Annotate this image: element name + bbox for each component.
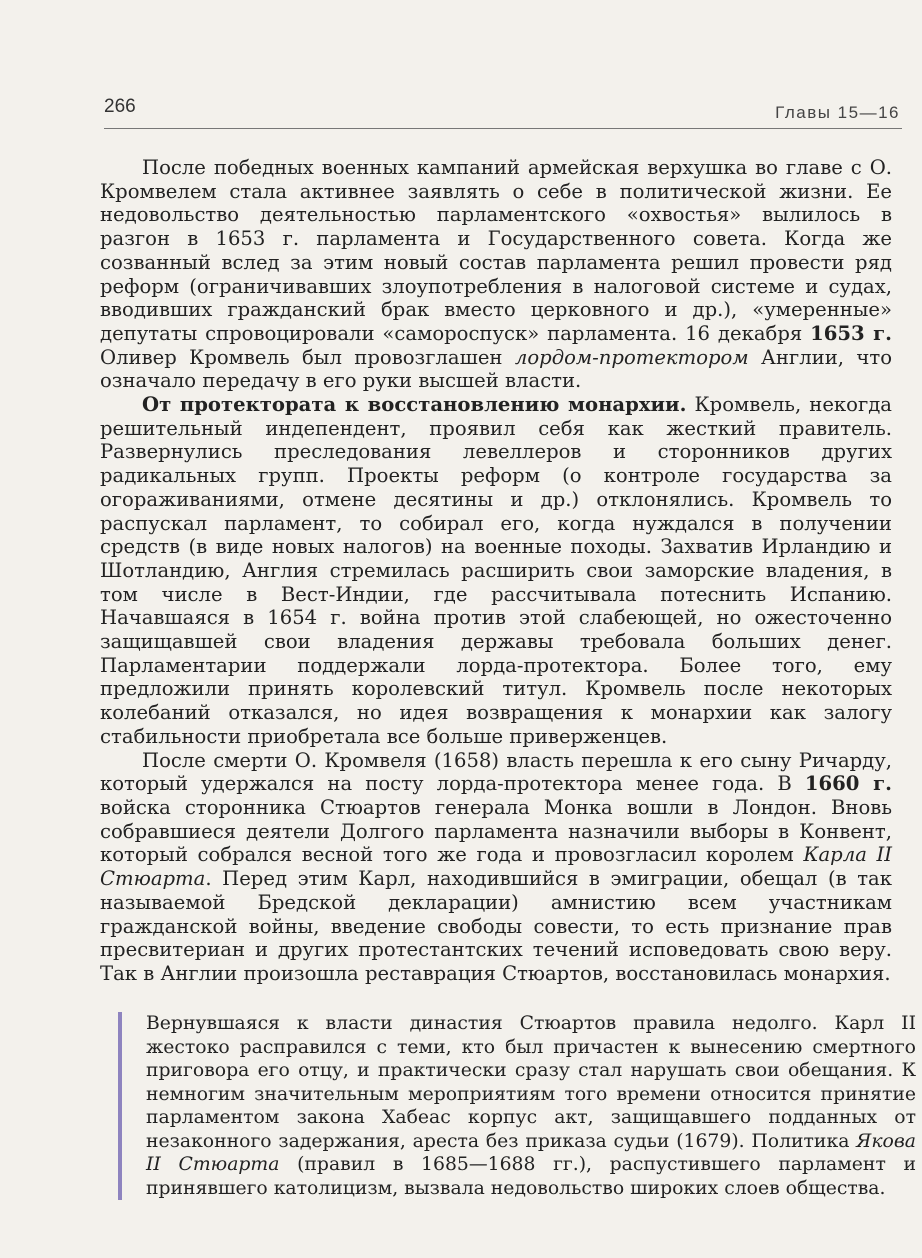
paragraph-1-text-a: После победных военных кампаний армейская верхушка во главе с О. Кромвелем стала активнее заявлять о себе в политической жизни. Ее недовольство деятельностью парламентского «охвостья» вылилось в разгон в 1653 г. парламента и Государственного совета. Когда же созванный вслед за этим новый состав парламента решил провести ряд реформ (ограничивавших злоупотребления в налоговой системе и судах, вводивших гражданский брак вместо церковного и др.), «умеренные» депутаты спровоцировали «самороспуск» парламента. 16 декабря [100, 156, 892, 345]
paragraph-3-text-a: После смерти О. Кромвеля (1658) власть перешла к его сыну Ричарду, который удержался на посту лорда-протектора менее года. В [100, 748, 892, 796]
paragraph-2-text: Кромвель, некогда решительный индепендент, проявил себя как жесткий правитель. Развернулись преследования левеллеров и сторонников других радикальных групп. Проекты реформ (о контроле государства за огораживаниями, отмене десятины и др.) отклонялись. Кромвель то распускал парламент, то собирал его, когда нуждался в получении средств (в виде новых налогов) на военные походы. Захватив Ирландию и Шотландию, Англия стремилась расширить свои заморские владения, в том числе в Вест-Индии, где рассчитывала потеснить Испанию. Начавшаяся в 1654 г. война против этой слабеющей, но ожесточенно защищавшей свои владения державы требовала больших денег. Парламентарии поддержали лорда-протектора. Более того, ему предложили принять королевский титул. Кромвель после некоторых колебаний отказался, но идея возвращения к монархии как залогу стабильности приобретала все больше приверженцев. [100, 393, 892, 748]
paragraph-3 [100, 749, 892, 986]
paragraph-1-text-c: Оливер Кромвель был провозглашен [100, 345, 515, 369]
date-1653: 1653 г. [810, 321, 893, 345]
body-text [100, 156, 892, 986]
page-number: 266 [104, 96, 136, 117]
paragraph-1 [100, 156, 892, 393]
paragraph-3-text-c: войска сторонника Стюартов генерала Монка вошли в Лондон. Вновь собравшиеся деятели Долгого парламента назначили выборы в Конвент, который собрался весной того же года и провозгласил королем [100, 795, 892, 867]
note-text-c: (правил в 1685—1688 гг.), распустившего парламент и принявшего католицизм, вызвала недовольство широких слоев общества. [146, 1154, 916, 1199]
term-lord-protector: лордом-протектором [514, 345, 749, 369]
paragraph-2 [100, 393, 892, 749]
note-text-a: Вернувшаяся к власти династия Стюартов правила недолго. Карл II жестоко расправился с теми, кто был причастен к вынесению смертного приговора его отцу, и практически сразу стал нарушать свои обещания. К немногим значительным мероприятиям того времени относится принятие парламентом закона Хабеас корпус акт, защищавшего подданных от незаконного задержания, ареста без приказа судьи (1679). Политика [146, 1013, 916, 1152]
note-paragraph [146, 1012, 916, 1200]
running-header: Главы 15—16 [775, 103, 900, 122]
note-box [118, 1012, 916, 1200]
paragraph-1-text-e: Англии, что означало передачу в его руки высшей власти. [100, 345, 892, 393]
paragraph-3-text-e: . Перед этим Карл, находившийся в эмиграции, обещал (в так называемой Бредской декларации) амнистию всем участникам гражданской войны, введение свободы совести, то есть признание прав пресвитериан и других протестантских течений исповедовать свою веру. Так в Англии произошла реставрация Стюартов, восстановилась монархия. [100, 867, 892, 985]
name-james-ii: Якова II Стюарта [146, 1130, 916, 1175]
name-charles-ii: Карла II Стюарта [100, 843, 892, 891]
header-rule [104, 128, 902, 129]
section-heading: От протектората к восстановлению монархии. [142, 393, 687, 417]
date-1660: 1660 г. [804, 772, 892, 796]
